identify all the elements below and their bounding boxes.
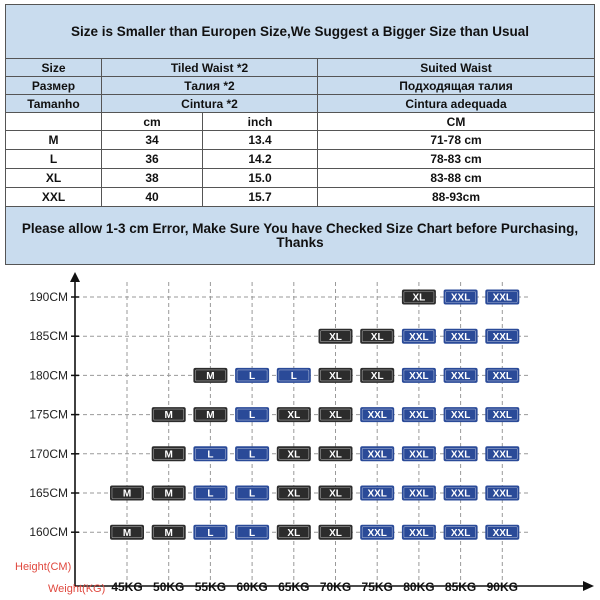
size-badge-label: M — [122, 527, 132, 539]
header-suited-waist-ru: Подходящая талия — [318, 77, 595, 95]
size-badge-label: XL — [329, 488, 342, 500]
size-badge-label: M — [164, 527, 173, 539]
weight-tick-label: 45KG — [111, 580, 143, 594]
table-row — [6, 169, 595, 188]
size-badge-label: M — [164, 488, 173, 500]
waist-inch-cell: 15.0 — [203, 169, 318, 188]
waist-cm-cell: 36 — [102, 150, 203, 169]
size-badge-label: M — [164, 449, 173, 461]
unit-suited-cm: CM — [318, 113, 595, 131]
height-tick-label: 180CM — [29, 368, 68, 383]
weight-tick-label: 75KG — [361, 580, 393, 594]
size-badge-label: XXL — [367, 410, 387, 422]
size-cell: M — [6, 131, 102, 150]
weight-tick-label: 55KG — [194, 580, 227, 594]
size-badge-label: L — [290, 371, 297, 382]
size-badge-label: XL — [287, 410, 301, 422]
size-badge-label: XXL — [492, 371, 513, 382]
size-badge-label: XXL — [450, 292, 471, 304]
size-badge-label: XL — [329, 331, 342, 343]
size-badge-label: XXL — [492, 292, 513, 304]
size-notice-banner: Size is Smaller than Europen Size,We Suggest a Bigger Size than Usual — [6, 5, 595, 59]
size-badge-label: M — [206, 371, 215, 382]
waist-cm-cell: 38 — [102, 169, 203, 188]
table-row — [6, 150, 595, 169]
size-badge-label: M — [122, 488, 132, 500]
waist-cm-cell: 40 — [102, 188, 203, 207]
size-badge-label: L — [249, 527, 256, 539]
suited-waist-cell: 78-83 cm — [318, 150, 595, 169]
size-badge-label: L — [207, 527, 214, 539]
size-badge-label: XXL — [450, 488, 471, 500]
waist-inch-cell: 13.4 — [203, 131, 318, 150]
table-row — [6, 131, 595, 150]
height-tick-label: 175CM — [29, 407, 68, 422]
size-badge-label: XXL — [409, 410, 429, 422]
size-badge-label: M — [206, 410, 215, 422]
size-badge-label: M — [164, 410, 173, 422]
x-axis-arrow-icon — [583, 581, 594, 591]
size-badge-label: XXL — [492, 410, 513, 422]
size-badge-label: XXL — [492, 527, 513, 539]
height-weight-fit-chart — [0, 270, 600, 600]
header-size-ru: Размер — [6, 77, 102, 95]
size-badge-label: XL — [370, 331, 384, 343]
error-notice-line-2: Thanks — [276, 234, 324, 250]
size-badge-label: XL — [370, 371, 384, 382]
size-badge-label: L — [249, 410, 256, 422]
weight-tick-label: 50KG — [153, 580, 185, 594]
size-badge-label: L — [249, 371, 256, 382]
weight-tick-label: 70KG — [319, 580, 352, 594]
size-badge-label: XL — [287, 449, 301, 461]
size-badge-label: XXL — [492, 449, 513, 461]
size-badge-label: XXL — [492, 488, 513, 500]
table-row — [6, 188, 595, 207]
height-tick-label: 185CM — [29, 329, 68, 344]
size-badge-label: XXL — [450, 371, 471, 382]
weight-tick-label: 65KG — [278, 580, 310, 594]
size-badge-label: XXL — [409, 488, 429, 500]
weight-tick-label: 80KG — [403, 580, 435, 594]
size-badge-label: L — [207, 449, 214, 461]
size-cell: XXL — [6, 188, 102, 207]
size-cell: L — [6, 150, 102, 169]
size-badge-label: XL — [329, 527, 342, 539]
y-axis-arrow-icon — [70, 272, 80, 282]
size-badge-label: XL — [412, 292, 426, 304]
size-badge-label: XXL — [409, 527, 429, 539]
waist-inch-cell: 15.7 — [203, 188, 318, 207]
size-badge-label: XL — [329, 410, 342, 422]
size-cell: XL — [6, 169, 102, 188]
header-size: Size — [6, 59, 102, 77]
unit-inch: inch — [203, 113, 318, 131]
weight-tick-label: 85KG — [444, 580, 477, 594]
unit-empty — [6, 113, 102, 131]
error-notice-banner — [6, 207, 595, 265]
header-suited-waist-pt: Cintura adequada — [318, 95, 595, 113]
height-tick-label: 190CM — [29, 290, 68, 304]
header-tiled-waist: Tiled Waist *2 — [102, 59, 318, 77]
size-badge-label: XXL — [492, 331, 513, 343]
suited-waist-cell: 88-93cm — [318, 188, 595, 207]
size-badge-label: XL — [329, 371, 342, 382]
size-badge-label: XXL — [409, 449, 429, 461]
size-table — [5, 4, 595, 265]
weight-tick-label: 60KG — [236, 580, 268, 594]
size-badge-label: XXL — [450, 331, 471, 343]
size-badge-label: XXL — [367, 527, 387, 539]
size-badge-label: XXL — [367, 449, 387, 461]
header-tiled-waist-ru: Талия *2 — [102, 77, 318, 95]
size-badge-label: XXL — [409, 331, 429, 343]
height-tick-label: 170CM — [29, 446, 68, 461]
size-badge-label: L — [249, 449, 256, 461]
size-badge-label: XXL — [450, 527, 471, 539]
size-badge-label: XL — [287, 527, 301, 539]
size-badge-label: XXL — [450, 410, 471, 422]
y-axis-title: Height(CM) — [15, 561, 72, 573]
x-axis-title: Weight(KG) — [48, 583, 106, 595]
header-size-pt: Tamanho — [6, 95, 102, 113]
size-badge-label: XL — [329, 449, 342, 461]
waist-inch-cell: 14.2 — [203, 150, 318, 169]
size-badge-label: L — [249, 488, 256, 500]
size-badge-label: XL — [287, 488, 301, 500]
error-notice-line-1: Please allow 1-3 cm Error, Make Sure You have Checked Size Chart before Purchasing, — [21, 221, 579, 236]
suited-waist-cell: 71-78 cm — [318, 131, 595, 150]
unit-cm: cm — [102, 113, 203, 131]
size-badge-label: XXL — [409, 371, 429, 382]
weight-tick-label: 90KG — [486, 580, 518, 594]
waist-cm-cell: 34 — [102, 131, 203, 150]
size-badge-label: XXL — [367, 488, 387, 500]
height-tick-label: 165CM — [29, 486, 68, 500]
header-tiled-waist-pt: Cintura *2 — [102, 95, 318, 113]
height-tick-label: 160CM — [29, 525, 68, 540]
header-suited-waist: Suited Waist — [318, 59, 595, 77]
size-badge-label: XXL — [450, 449, 471, 461]
suited-waist-cell: 83-88 cm — [318, 169, 595, 188]
size-badge-label: L — [207, 488, 214, 500]
